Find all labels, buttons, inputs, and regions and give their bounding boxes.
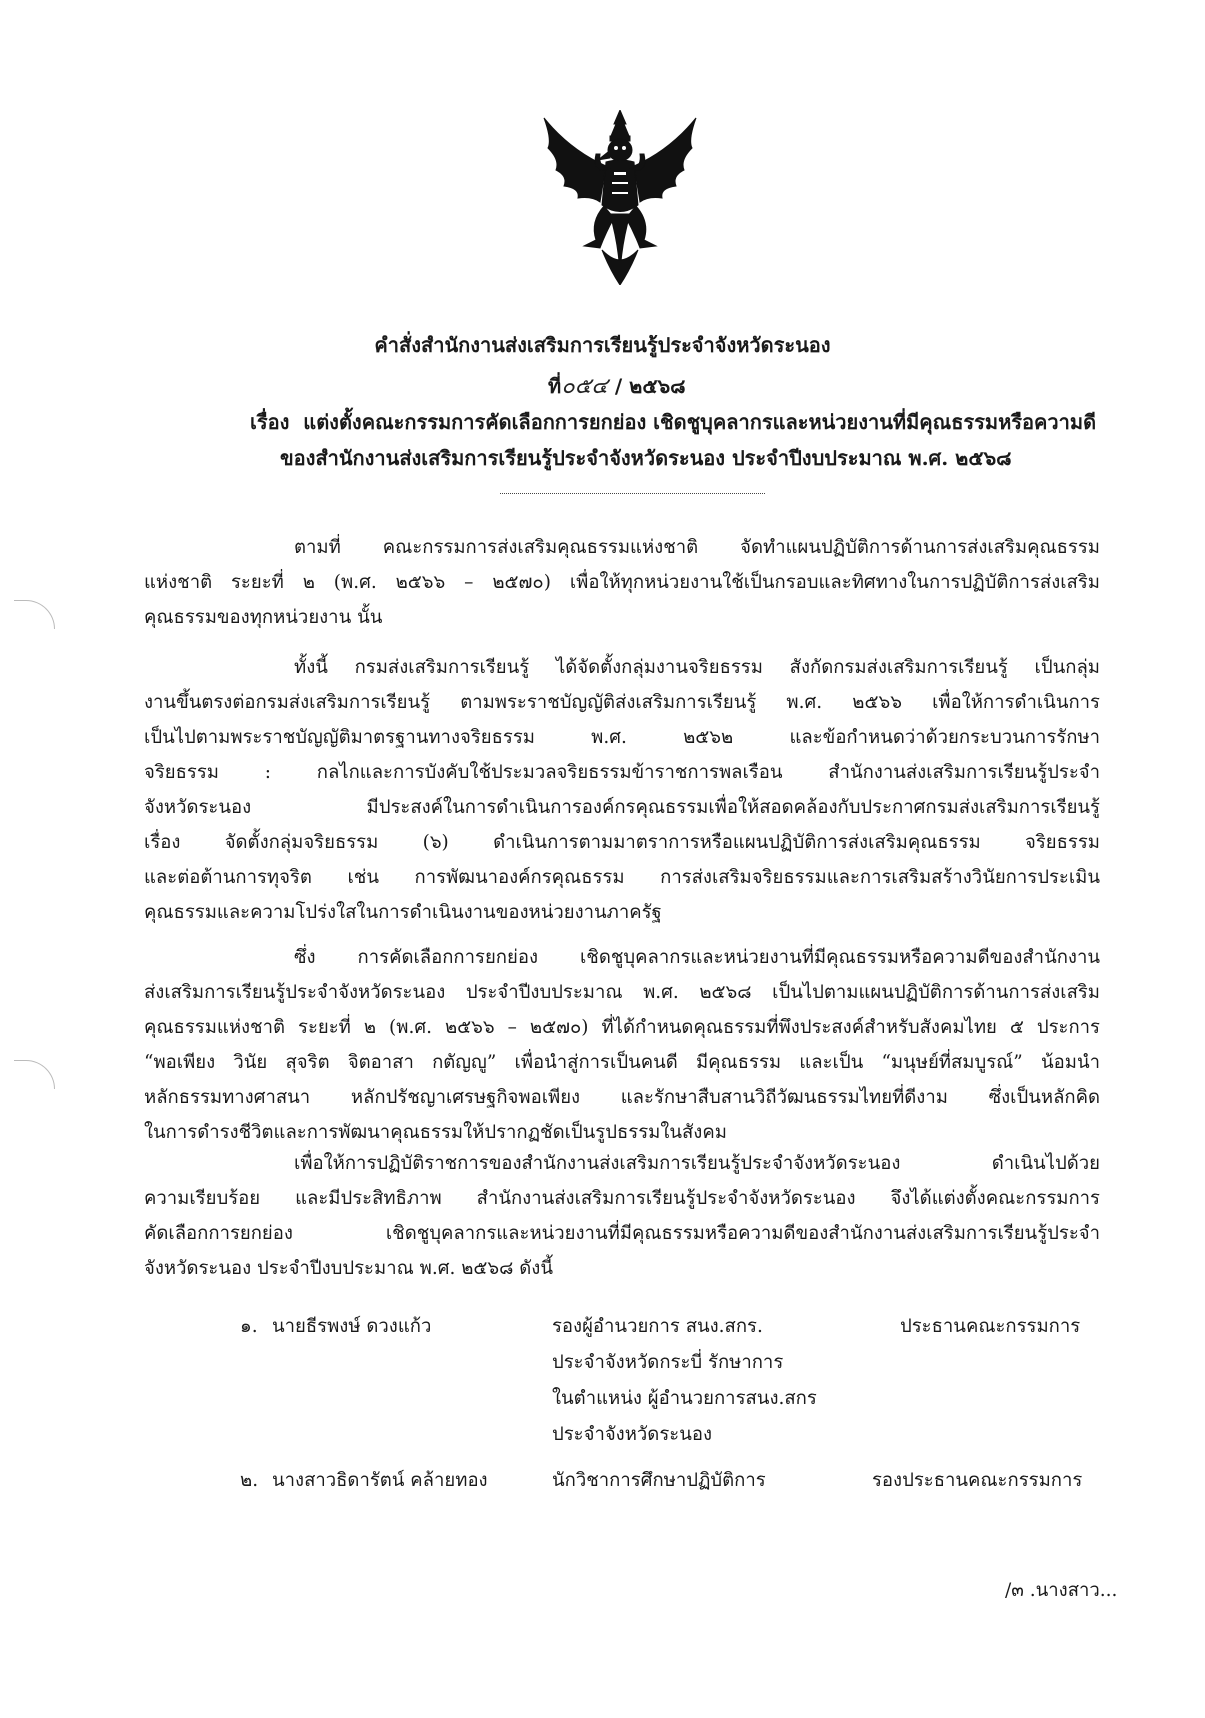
paragraph-line: ในการดำรงชีวิตและการพัฒนาคุณธรรมให้ปรากฏชัดเป็นรูปธรรมในสังคม bbox=[144, 1122, 727, 1143]
member-number: ๑. bbox=[240, 1316, 258, 1337]
paragraph-line: หลักธรรมทางศาสนา หลักปรัชญาเศรษฐกิจพอเพียง และรักษาสืบสานวิถีวัฒนธรรมไทยที่ดีงาม ซึ่งเป็นหลักคิด bbox=[144, 1087, 1100, 1108]
paragraph-line: คุณธรรมแห่งชาติ ระยะที่ ๒ (พ.ศ. ๒๕๖๖ – ๒๕๗๐) ที่ได้กำหนดคุณธรรมที่พึงประสงค์สำหรับสังคมไทย ๕ ประการ bbox=[144, 1017, 1100, 1038]
divider bbox=[500, 493, 765, 494]
member-position: ประจำจังหวัดกระบี่ รักษาการ bbox=[552, 1352, 784, 1373]
paragraph-line: จริยธรรม : กลไกและการบังคับใช้ประมวลจริยธรรมข้าราชการพลเรือน สำนักงานส่งเสริมการเรียนรู้ประจำ bbox=[144, 762, 1100, 783]
subject-line-1: แต่งตั้งคณะกรรมการคัดเลือกการยกย่อง เชิดชูบุคลากรและหน่วยงานที่มีคุณธรรมหรือความดี bbox=[303, 410, 1097, 434]
paragraph-line: คุณธรรมของทุกหน่วยงาน นั้น bbox=[144, 607, 383, 628]
paragraph-line: เป็นไปตามพระราชบัญญัติมาตรฐานทางจริยธรรม พ.ศ. ๒๕๖๒ และข้อกำหนดว่าด้วยกระบวนการรักษา bbox=[144, 727, 1100, 748]
paragraph bbox=[144, 940, 1100, 1150]
paragraph-line: คัดเลือกการยกย่อง เชิดชูบุคลากรและหน่วยงานที่มีคุณธรรมหรือความดีของสำนักงานส่งเสริมการเรียนรู้ประจำ bbox=[144, 1223, 1100, 1244]
paragraph-line: จังหวัดระนอง มีประสงค์ในการดำเนินการองค์กรคุณธรรมเพื่อให้สอดคล้องกับประกาศกรมส่งเสริมการเรียนรู้ bbox=[144, 797, 1100, 818]
paragraph-line: ความเรียบร้อย และมีประสิทธิภาพ สำนักงานส่งเสริมการเรียนรู้ประจำจังหวัดระนอง จึงได้แต่งตั้งคณะกรรมการ bbox=[144, 1188, 1100, 1209]
member-position: ในตำแหน่ง ผู้อำนวยการสนง.สกร bbox=[552, 1388, 817, 1409]
paragraph-line: งานขึ้นตรงต่อกรมส่งเสริมการเรียนรู้ ตามพระราชบัญญัติส่งเสริมการเรียนรู้ พ.ศ. ๒๕๖๖ เพื่อให้การดำเนินการ bbox=[144, 692, 1100, 713]
subject-line-2: ของสำนักงานส่งเสริมการเรียนรู้ประจำจังหวัดระนอง ประจำปีงบประมาณ พ.ศ. ๒๕๖๘ bbox=[280, 446, 1012, 470]
order-number-year: / ๒๕๖๘ bbox=[614, 374, 686, 398]
paragraph-line: ทั้งนี้ กรมส่งเสริมการเรียนรู้ ได้จัดตั้งกลุ่มงานจริยธรรม สังกัดกรมส่งเสริมการเรียนรู้ เป็นกลุ่ม bbox=[294, 657, 1100, 678]
paragraph-line: จังหวัดระนอง ประจำปีงบประมาณ พ.ศ. ๒๕๖๘ ดังนี้ bbox=[144, 1258, 553, 1279]
member-role: ประธานคณะกรรมการ bbox=[900, 1316, 1081, 1337]
paragraph-line: คุณธรรมและความโปร่งใสในการดำเนินงานของหน่วยงานภาครัฐ bbox=[144, 902, 662, 923]
paragraph-line: ซึ่ง การคัดเลือกการยกย่อง เชิดชูบุคลากรและหน่วยงานที่มีคุณธรรมหรือความดีของสำนักงาน bbox=[294, 947, 1100, 968]
subject-block bbox=[250, 404, 1096, 476]
paragraph-line: และต่อต้านการทุจริต เช่น การพัฒนาองค์กรคุณธรรม การส่งเสริมจริยธรรมและการเสริมสร้างวินัยการประเมิน bbox=[144, 867, 1100, 888]
member-name: นางสาวธิดารัตน์ คล้ายทอง bbox=[272, 1470, 488, 1491]
paragraph-line: ตามที่ คณะกรรมการส่งเสริมคุณธรรมแห่งชาติ จัดทำแผนปฏิบัติการด้านการส่งเสริมคุณธรรม bbox=[294, 537, 1100, 558]
member-position: นักวิชาการศึกษาปฏิบัติการ bbox=[552, 1470, 766, 1491]
member-number: ๒. bbox=[240, 1470, 259, 1491]
member-position: ประจำจังหวัดระนอง bbox=[552, 1424, 712, 1445]
paragraph-line: เรื่อง จัดตั้งกลุ่มจริยธรรม (๖) ดำเนินการตามมาตราการหรือแผนปฏิบัติการส่งเสริมคุณธรรม จริยธรรม bbox=[144, 832, 1100, 853]
paragraph-line: ส่งเสริมการเรียนรู้ประจำจังหวัดระนอง ประจำปีงบประมาณ พ.ศ. ๒๕๖๘ เป็นไปตามแผนปฏิบัติการด้านการส่งเสริม bbox=[144, 982, 1100, 1003]
subject-label: เรื่อง bbox=[250, 410, 290, 434]
member-position: รองผู้อำนวยการ สนง.สกร. bbox=[552, 1316, 763, 1337]
member-role: รองประธานคณะกรรมการ bbox=[872, 1470, 1083, 1491]
order-number bbox=[548, 368, 686, 403]
order-title: คำสั่งสำนักงานส่งเสริมการเรียนรู้ประจำจังหวัดระนอง bbox=[374, 333, 831, 357]
scan-mark bbox=[14, 600, 55, 629]
order-number-prefix: ที่ bbox=[548, 374, 562, 398]
paragraph bbox=[144, 530, 1100, 635]
paragraph bbox=[144, 1146, 1100, 1286]
member-name: นายธีรพงษ์ ดวงแก้ว bbox=[272, 1316, 432, 1337]
garuda-emblem-icon bbox=[540, 110, 700, 285]
order-number-handwritten: ๐๕๔ bbox=[561, 374, 608, 399]
scan-mark bbox=[14, 1060, 55, 1089]
paragraph-line: เพื่อให้การปฏิบัติราชการของสำนักงานส่งเสริมการเรียนรู้ประจำจังหวัดระนอง ดำเนินไปด้วย bbox=[294, 1153, 1100, 1174]
paragraph-line: แห่งชาติ ระยะที่ ๒ (พ.ศ. ๒๕๖๖ – ๒๕๗๐) เพื่อให้ทุกหน่วยงานใช้เป็นกรอบและทิศทางในการปฏิบัติการส่งเสริม bbox=[144, 572, 1100, 593]
footer-continuation: /๓ .นางสาว... bbox=[1005, 1580, 1118, 1601]
paragraph bbox=[144, 650, 1100, 930]
paragraph-line: “พอเพียง วินัย สุจริต จิตอาสา กตัญญู” เพื่อนำสู่การเป็นคนดี มีคุณธรรม และเป็น “มนุษย์ที่สมบูรณ์” น้อมนำ bbox=[144, 1052, 1100, 1073]
